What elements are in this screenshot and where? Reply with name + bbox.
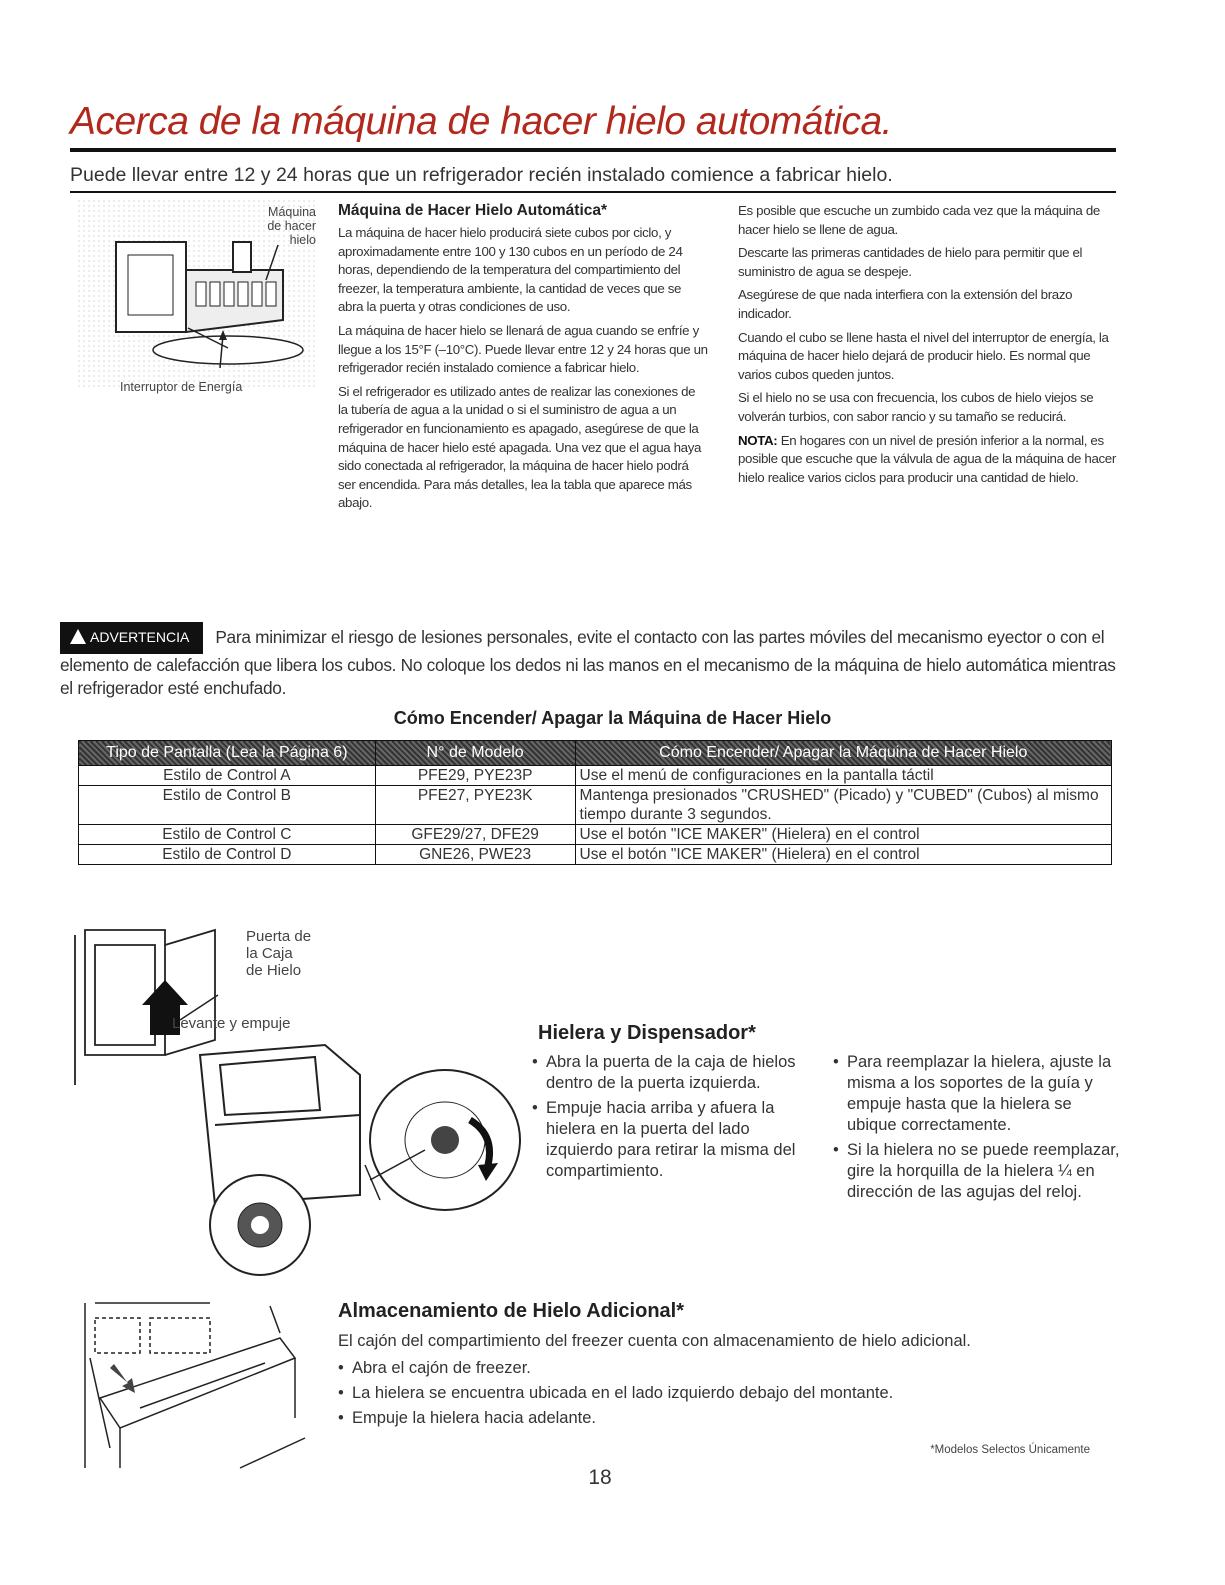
ice-door-label-line: de Hielo — [246, 962, 302, 979]
ice-maker-paragraph: La máquina de hacer hielo se llenará de agua cuando se enfríe y llegue a los 15°F (–10°C). Puede llevar entre 12 y 24 horas que un refrigerador recién instalado comience a fabricar hielo. — [338, 322, 708, 376]
table-header-cell: Cómo Encender/ Apagar la Máquina de Hacer Hielo — [575, 741, 1111, 766]
bucket-steps-right — [833, 1052, 1123, 1207]
storage-intro: El cajón del compartimiento del freezer cuenta con almacenamiento de hielo adicional. — [338, 1332, 971, 1350]
ice-door-label-line: Puerta de — [246, 928, 312, 945]
page-title: Acerca de la máquina de hacer hielo automática. — [70, 100, 893, 143]
list-item: • Abra el cajón de freezer. — [338, 1358, 1118, 1379]
table-cell: Estilo de Control C — [79, 825, 376, 845]
ice-bucket-illustration — [70, 925, 530, 1285]
title-rule — [70, 148, 1116, 152]
ice-maker-column — [338, 202, 708, 518]
table-row — [79, 786, 1112, 825]
ice-maker-control-table — [78, 740, 1112, 865]
table-cell: GFE29/27, DFE29 — [375, 825, 575, 845]
list-item: • Empuje la hielera hacia adelante. — [338, 1408, 1118, 1429]
bucket-steps-left — [532, 1052, 817, 1186]
list-item: • Empuje hacia arriba y afuera la hielera en la puerta del lado izquierdo para retirar la misma del compartimiento. — [532, 1098, 817, 1182]
notes-paragraph: Descarte las primeras cantidades de hielo para permitir que el suministro de agua se despeje. — [738, 245, 1083, 279]
notes-paragraph: Cuando el cubo se llene hasta el nivel del interruptor de energía, la máquina de hacer hielo dejará de producir hielo. Es normal que varios cubos queden juntos. — [738, 329, 1109, 382]
ice-maker-notes-column — [738, 202, 1118, 492]
ice-maker-paragraph: Si el refrigerador es utilizado antes de realizar las conexiones de la tubería de agua a la unidad o si el suministro de agua a un refrigerador en funcionamiento es apagado, asegúrese de que la máquina de hacer hielo esté apagada. Una vez que el agua haya sido conectada al refrigerador, la máquina de hacer hielo podrá ser encendida. Para más detalles, lea la tabla que aparece más abajo. — [338, 383, 702, 511]
ice-maker-paragraph: La máquina de hacer hielo producirá siete cubos por ciclo, y aproximadamente entre 100 y 130 cubos en un período de 24 horas, dependiendo de la temperatura del compartimiento del freezer, la temperatura ambiente, la cantidad de veces que se abra la puerta y otras condiciones de uso. — [338, 225, 683, 315]
ice-bucket-figure — [70, 925, 530, 1285]
table-header-row — [79, 741, 1112, 766]
freezer-drawer-illustration — [80, 1298, 320, 1473]
table-cell: PFE27, PYE23K — [375, 786, 575, 825]
footnote: *Modelos Selectos Únicamente — [930, 1444, 1090, 1456]
table-cell: Use el botón "ICE MAKER" (Hielera) en el control — [575, 825, 1111, 845]
table-row — [79, 845, 1112, 865]
table-cell: Use el botón "ICE MAKER" (Hielera) en el control — [575, 845, 1111, 865]
ice-door-label — [246, 928, 311, 979]
table-cell: PFE29, PYE23P — [375, 766, 575, 786]
notes-paragraph: Si el hielo no se usa con frecuencia, los cubos de hielo viejos se volverán turbios, con sabor rancio y su tamaño se reducirá. — [738, 390, 1094, 424]
storage-steps — [338, 1358, 1118, 1433]
ice-maker-label-line: Máquina — [268, 205, 316, 219]
bucket-section-heading: Hielera y Dispensador* — [538, 1022, 756, 1044]
lift-push-label: Levante y empuje — [172, 1015, 291, 1032]
table-row — [79, 766, 1112, 786]
table-cell: Mantenga presionados "CRUSHED" (Picado) y "CUBED" (Cubos) al mismo tiempo durante 3 segundos. — [575, 786, 1111, 825]
ice-maker-label — [262, 205, 316, 247]
ice-door-label-line: la Caja — [246, 945, 293, 962]
freezer-drawer-figure — [80, 1298, 320, 1473]
page-number: 18 — [588, 1466, 612, 1489]
table-title: Cómo Encender/ Apagar la Máquina de Hacer Hielo — [393, 708, 832, 728]
table-header-cell: N° de Modelo — [375, 741, 575, 766]
ice-maker-heading: Máquina de Hacer Hielo Automática* — [338, 202, 608, 219]
table-cell: Estilo de Control D — [79, 845, 376, 865]
warning-block — [60, 622, 1130, 701]
table-cell: Estilo de Control A — [79, 766, 376, 786]
table-cell: GNE26, PWE23 — [375, 845, 575, 865]
warning-badge — [60, 622, 203, 654]
power-switch-label: Interruptor de Energía — [120, 380, 243, 394]
list-item: • Abra la puerta de la caja de hielos dentro de la puerta izquierda. — [532, 1052, 817, 1094]
table-header-cell: Tipo de Pantalla (Lea la Página 6) — [79, 741, 376, 766]
page-subtitle: Puede llevar entre 12 y 24 horas que un refrigerador recién instalado comience a fabricar hielo. — [70, 164, 893, 186]
warning-badge-label: ADVERTENCIA — [90, 629, 190, 645]
subtitle-rule — [70, 191, 1116, 193]
table-cell: Use el menú de configuraciones en la pantalla táctil — [575, 766, 1111, 786]
table-row — [79, 825, 1112, 845]
ice-maker-label-line: hielo — [289, 233, 316, 247]
notes-paragraph: Asegúrese de que nada interfiera con la extensión del brazo indicador. — [738, 287, 1073, 321]
table-cell: Estilo de Control B — [79, 786, 376, 825]
note-label: NOTA: — [738, 432, 778, 448]
list-item: • La hielera se encuentra ubicada en el lado izquierdo debajo del montante. — [338, 1383, 1118, 1404]
list-item: • Si la hielera no se puede reemplazar, gire la horquilla de la hielera ¼ en dirección de las agujas del reloj. — [833, 1140, 1123, 1203]
notes-paragraph: Es posible que escuche un zumbido cada vez que la máquina de hacer hielo se llene de agua. — [738, 203, 1100, 237]
warning-text: Para minimizar el riesgo de lesiones personales, evite el contacto con las partes móviles del mecanismo eyector o con el elemento de calefacción que libera los cubos. No coloque los dedos ni las manos en el mecanismo de la máquina de hielo automática mientras el refrigerador esté enchufado. — [60, 627, 1116, 698]
note-paragraph — [738, 432, 1118, 488]
warning-triangle-icon — [70, 629, 86, 644]
ice-maker-label-line: de hacer — [267, 219, 316, 233]
note-text: En hogares con un nivel de presión inferior a la normal, es posible que escuche que la válvula de agua de la máquina de hacer hielo realice varios ciclos para producir una cantidad de hielo. — [738, 432, 1116, 485]
list-item: • Para reemplazar la hielera, ajuste la misma a los soportes de la guía y empuje hasta que la hielera se ubique correctamente. — [833, 1052, 1123, 1136]
storage-section-heading: Almacenamiento de Hielo Adicional* — [338, 1300, 685, 1322]
